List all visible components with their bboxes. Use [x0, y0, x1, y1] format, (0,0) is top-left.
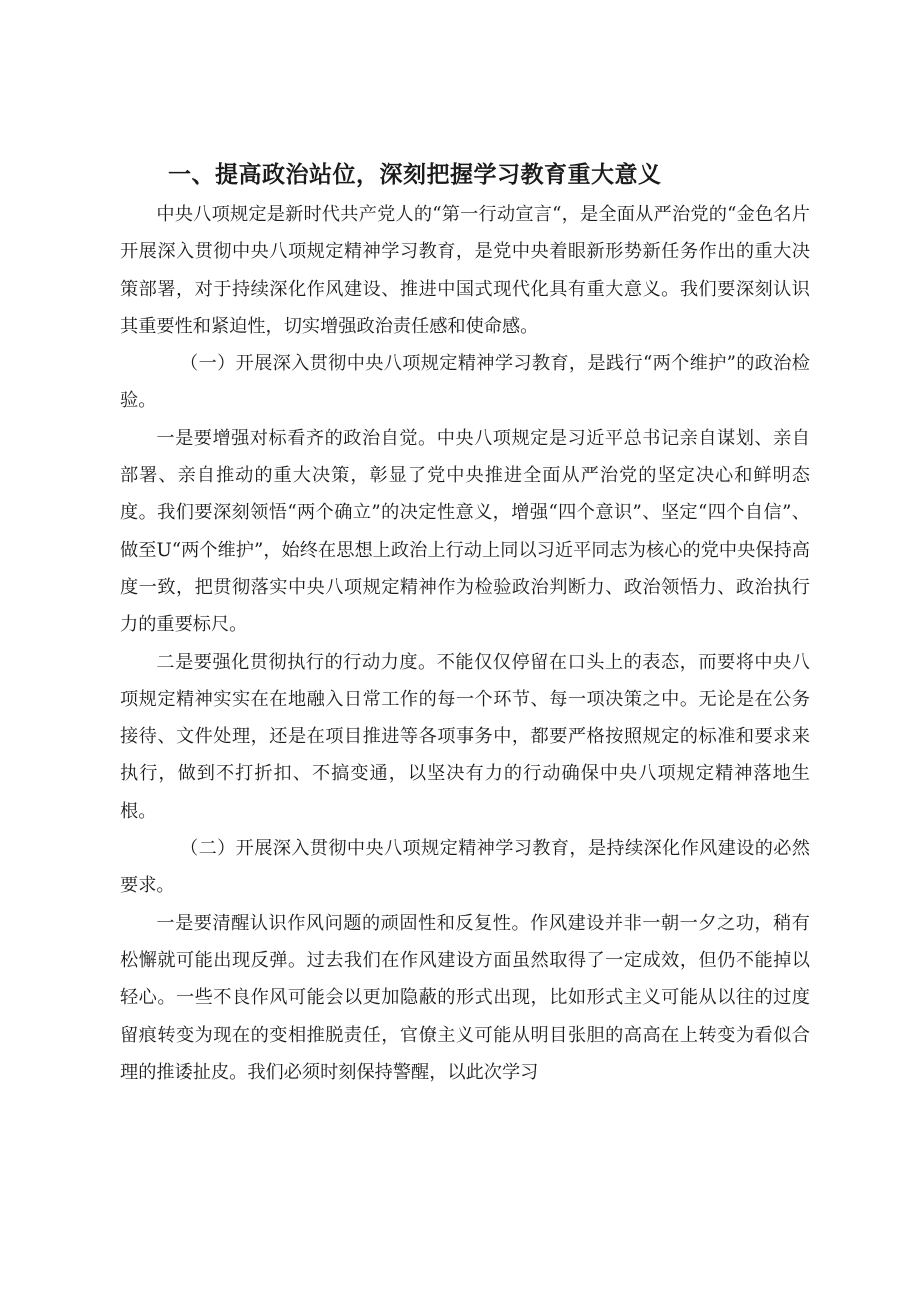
- document-body: [120, 196, 810, 1091]
- paragraph-point-1a: 一是要增强对标看齐的政治自觉。中央八项规定是习近平总书记亲自谋划、亲自部署、亲自推动的重大决策，彰显了党中央推进全面从严治党的坚定决心和鲜明态度。我们要深刻领悟“两个确立”的决定性意义，增强“四个意识”、坚定“四个自信”、做至U“两个维护”，始终在思想上政治上行动上同以习近平同志为核心的党中央保持高度一致，把贯彻落实中央八项规定精神作为检验政治判断力、政治领悟力、政治执行力的重要标尺。: [120, 427, 810, 636]
- paragraph-point-2a: 一是要清醒认识作风问题的顽固性和反复性。作风建设并非一朝一夕之功，稍有松懈就可能出现反弹。过去我们在作风建设方面虽然取得了一定成效，但仍不能掉以轻心。一些不良作风可能会以更加隐蔽的形式出现，比如形式主义可能从以往的过度留痕转变为现在的变相推脱责任，官僚主义可能从明目张胆的高高在上转变为看似合理的推诿扯皮。我们必须时刻保持警醒，以此次学习: [120, 912, 810, 1083]
- subheading-one: （一）开展深入贯彻中央八项规定精神学习教育，是践行“两个维护”的政治检验。: [120, 353, 810, 412]
- section-heading: 一、提高政治站位，深刻把握学习教育重大意义: [168, 162, 662, 188]
- subheading-two: （二）开展深入贯彻中央八项规定精神学习教育，是持续深化作风建设的必然要求。: [120, 838, 810, 897]
- paragraph-point-1b: 二是要强化贯彻执行的行动力度。不能仅仅停留在口头上的表态，而要将中央八项规定精神实实在在地融入日常工作的每一个环节、每一项决策之中。无论是在公务接待、文件处理，还是在项目推进等各项事务中，都要严格按照规定的标准和要求来执行，做到不打折扣、不搞变通，以坚决有力的行动确保中央八项规定精神落地生根。: [120, 651, 810, 822]
- paragraph-intro: 中央八项规定是新时代共产党人的“第一行动宣言“，是全面从严治党的“金色名片开展深入贯彻中央八项规定精神学习教育，是党中央着眼新形势新任务作出的重大决策部署，对于持续深化作风建设、推进中国式现代化具有重大意义。我们要深刻认识其重要性和紧迫性，切实增强政治责任感和使命感。: [120, 204, 810, 337]
